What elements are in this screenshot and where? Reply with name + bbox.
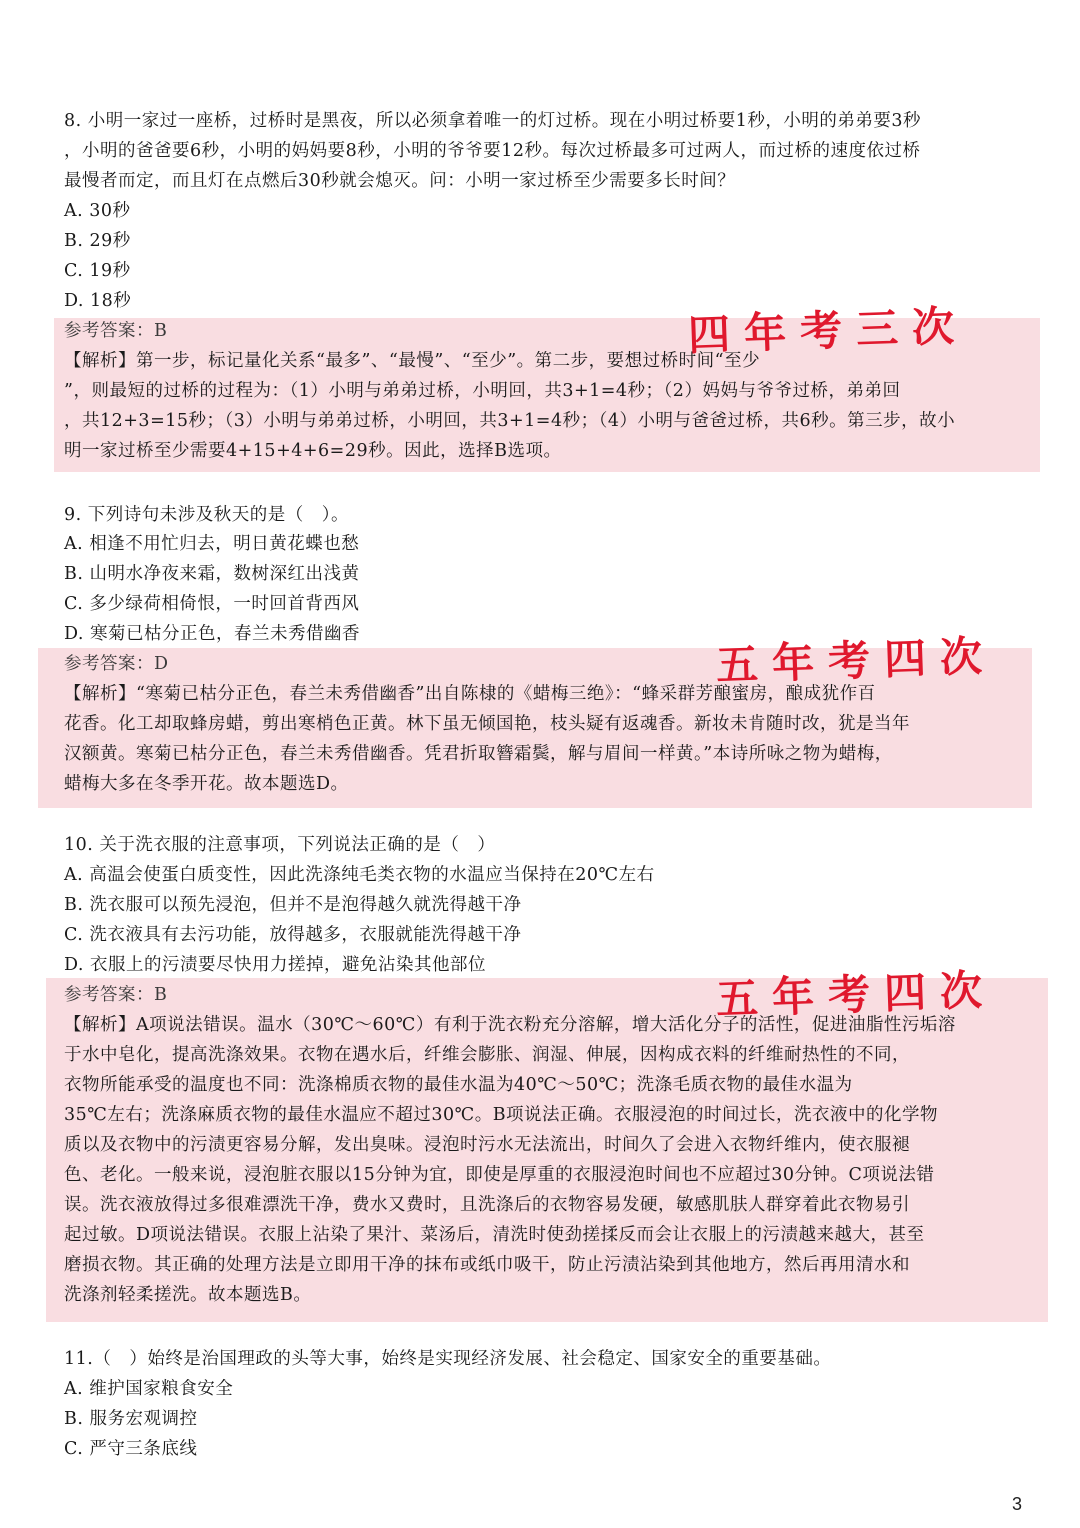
q10-analysis-line: 磨损衣物。其正确的处理方法是立即用干净的抹布或纸巾吸干，防止污渍沾染到其他地方，然后再用清水和 — [64, 1255, 910, 1275]
q8-stem-line: 最慢者而定，而且灯在点燃后30秒就会熄灭。问：小明一家过桥至少需要多长时间？ — [64, 171, 736, 191]
q11-option-a: A. 维护国家粮食安全 — [64, 1379, 234, 1399]
q9-analysis-line: 蜡梅大多在冬季开花。故本题选D。 — [64, 774, 349, 794]
q8-option-b: B. 29秒 — [64, 231, 131, 251]
q10-option-d: D. 衣服上的污渍要尽快用力搓掉，避免沾染其他部位 — [64, 955, 487, 975]
q8-answer: 参考答案：B — [64, 321, 168, 341]
q10-analysis-line: 起过敏。D项说法错误。衣服上沾染了果汁、菜汤后，清洗时使劲搓揉反而会让衣服上的污渍越来越大，甚至 — [64, 1225, 925, 1245]
q10-stem-line: 10. 关于洗衣服的注意事项，下列说法正确的是（ ） — [64, 835, 496, 855]
q9-analysis-line: 【解析】“寒菊已枯分正色，春兰未秀借幽香”出自陈棣的《蜡梅三绝》：“蜂采群芳酿蜜房，酿成犹作百 — [64, 684, 876, 704]
q9-option-a: A. 相逢不用忙归去，明日黄花蝶也愁 — [64, 534, 360, 554]
q10-option-c: C. 洗衣液具有去污功能，放得越多，衣服就能洗得越干净 — [64, 925, 522, 945]
q10-analysis-line: 质以及衣物中的污渍更容易分解，发出臭味。浸泡时污水无法流出，时间久了会进入衣物纤维内，使衣服褪 — [64, 1135, 910, 1155]
q9-option-b: B. 山明水净夜来霜，数树深红出浅黄 — [64, 564, 360, 584]
q8-stem-line: ，小明的爸爸要6秒，小明的妈妈要8秒，小明的爷爷要12秒。每次过桥最多可过两人，而过桥的速度依过桥 — [64, 141, 921, 161]
q10-analysis-line: 衣物所能承受的温度也不同：洗涤棉质衣物的最佳水温为40℃～50℃；洗涤毛质衣物的最佳水温为 — [64, 1075, 853, 1095]
q9-analysis-line: 汉额黄。寒菊已枯分正色，春兰未秀借幽香。凭君折取簪霜鬓，解与眉间一样黄。”本诗所咏之物为蜡梅， — [64, 744, 893, 764]
q9-handwritten-note: 五年考四次 — [715, 631, 997, 690]
q10-handwritten-note: 五年考四次 — [715, 965, 997, 1024]
q10-analysis-line: 【解析】A项说法错误。温水（30℃～60℃）有利于洗衣粉充分溶解，增大活化分子的活性，促进油脂性污垢溶 — [64, 1015, 956, 1035]
q10-option-b: B. 洗衣服可以预先浸泡，但并不是泡得越久就洗得越干净 — [64, 895, 522, 915]
q8-analysis-line: 明一家过桥至少需要4+15+4+6=29秒。因此，选择B选项。 — [64, 441, 562, 461]
q10-answer: 参考答案：B — [64, 985, 168, 1005]
q11-stem-line: 11.（ ）始终是治国理政的头等大事，始终是实现经济发展、社会稳定、国家安全的重要基础。 — [64, 1349, 832, 1369]
page-number: 3 — [1012, 1494, 1023, 1514]
q8-option-d: D. 18秒 — [64, 291, 132, 311]
q11-option-c: C. 严守三条底线 — [64, 1439, 198, 1459]
q11-option-b: B. 服务宏观调控 — [64, 1409, 198, 1429]
q9-option-c: C. 多少绿荷相倚恨，一时回首背西风 — [64, 594, 360, 614]
q9-option-d: D. 寒菊已枯分正色，春兰未秀借幽香 — [64, 624, 361, 644]
q10-option-a: A. 高温会使蛋白质变性，因此洗涤纯毛类衣物的水温应当保持在20℃左右 — [64, 865, 655, 885]
q9-answer: 参考答案：D — [64, 654, 169, 674]
q8-option-a: A. 30秒 — [64, 201, 131, 221]
q10-analysis-line: 洗涤剂轻柔搓洗。故本题选B。 — [64, 1285, 312, 1305]
q8-analysis-line: ，共12+3=15秒；（3）小明与弟弟过桥，小明回，共3+1=4秒；（4）小明与爸爸过桥，共6秒。第三步，故小 — [64, 411, 956, 431]
q10-analysis-line: 35℃左右；洗涤麻质衣物的最佳水温应不超过30℃。B项说法正确。衣服浸泡的时间过长，洗衣液中的化学物 — [64, 1105, 939, 1125]
q9-analysis-line: 花香。化工却取蜂房蜡，剪出寒梢色正黄。林下虽无倾国艳，枝头疑有返魂香。新妆未肯随时改，犹是当年 — [64, 714, 910, 734]
q9-stem-line: 9. 下列诗句未涉及秋天的是（ ）。 — [64, 505, 350, 525]
q8-analysis-line: ”，则最短的过桥的过程为：（1）小明与弟弟过桥，小明回，共3+1=4秒；（2）妈妈与爷爷过桥，弟弟回 — [64, 381, 901, 401]
q10-analysis-line: 于水中皂化，提高洗涤效果。衣物在遇水后，纤维会膨胀、润湿、伸展，因构成衣料的纤维耐热性的不同， — [64, 1045, 910, 1065]
q8-stem-line: 8. 小明一家过一座桥，过桥时是黑夜，所以必须拿着唯一的灯过桥。现在小明过桥要1秒，小明的弟弟要3秒 — [64, 111, 922, 131]
q10-analysis-line: 误。洗衣液放得过多很难漂洗干净，费水又费时，且洗涤后的衣物容易发硬，敏感肌肤人群穿着此衣物易引 — [64, 1195, 910, 1215]
q8-option-c: C. 19秒 — [64, 261, 131, 281]
q10-analysis-line: 色、老化。一般来说，浸泡脏衣服以15分钟为宜，即使是厚重的衣服浸泡时间也不应超过30分钟。C项说法错 — [64, 1165, 935, 1185]
q8-handwritten-note: 四年考三次 — [687, 301, 969, 360]
q8-analysis-line: 【解析】第一步，标记量化关系“最多”、“最慢”、“至少”。第二步，要想过桥时间“至少 — [64, 351, 761, 371]
